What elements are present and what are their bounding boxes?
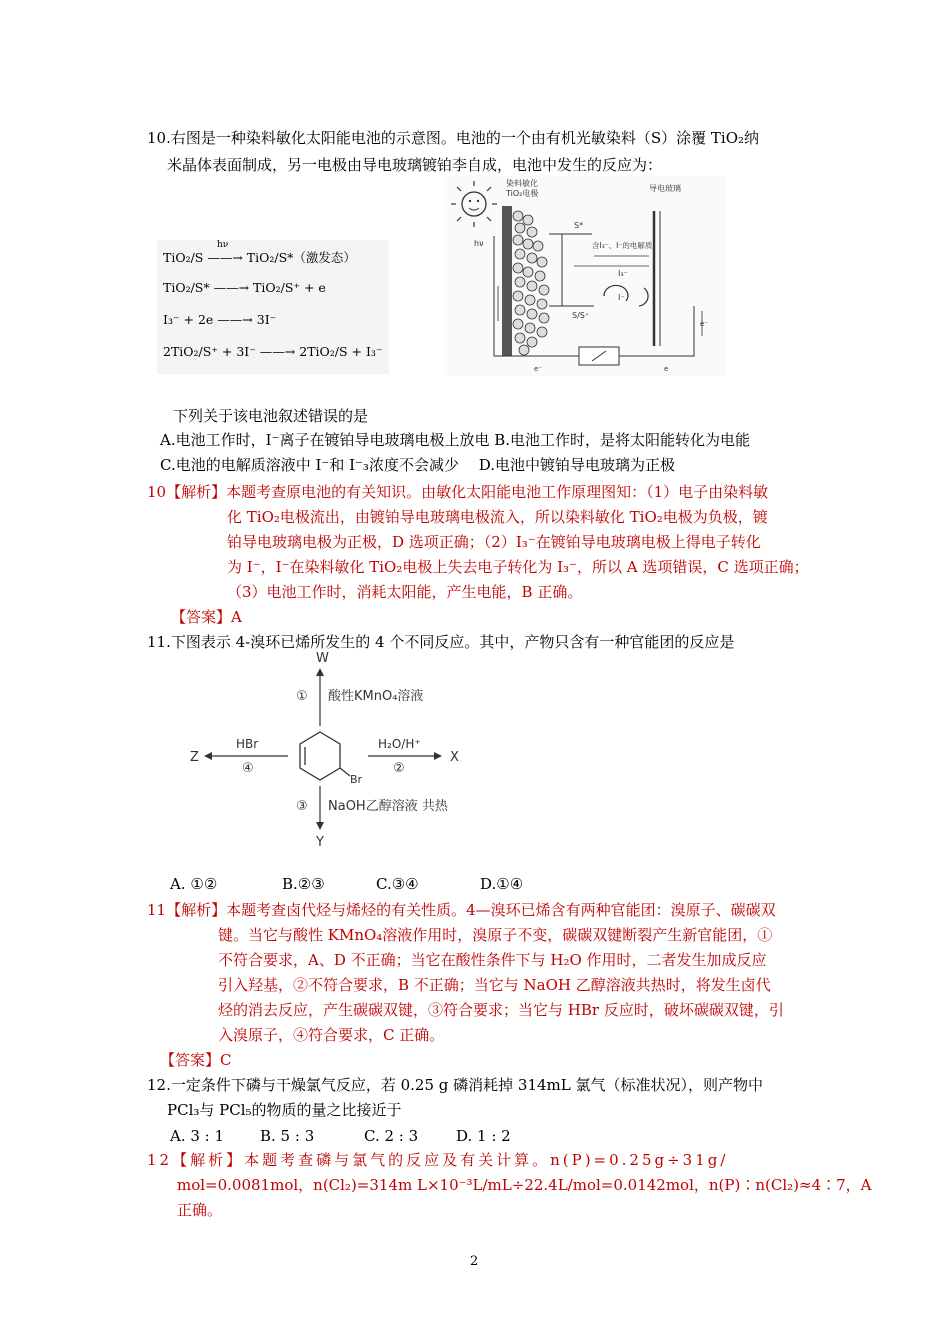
reaction-2: TiO₂/S* ——→ TiO₂/S⁺ + e <box>163 280 326 295</box>
e-right-label: e <box>664 365 669 373</box>
reaction-hv: hν <box>217 240 229 250</box>
reaction-1-number: ① <box>296 689 308 704</box>
reaction-3-reagent: NaOH乙醇溶液 共热 <box>328 799 448 814</box>
reaction-2-number: ② <box>393 761 405 776</box>
e-up-label: e⁻ <box>700 320 709 328</box>
q12-analysis-line3: 正确。 <box>177 1201 223 1219</box>
reaction-3: I₃⁻ + 2e ——→ 3I⁻ <box>163 312 277 327</box>
q11-option-c: C.③④ <box>376 875 419 893</box>
q10-question: 下列关于该电池叙述错误的是 <box>173 407 369 425</box>
reaction-4-number: ④ <box>242 761 254 776</box>
q11-analysis-line4: 引入羟基，②不符合要求，B 不正确；当它与 NaOH 乙醇溶液共热时，将发生卤代 <box>218 976 771 994</box>
q12-option-c: C. 2 : 3 <box>364 1127 419 1145</box>
q11-option-a: A. ①② <box>170 875 218 893</box>
reaction-1-reagent: 酸性KMnO₄溶液 <box>328 689 424 704</box>
q11-analysis-line3: 不符合要求，A、D 不正确；当它在酸性条件下与 H₂O 作用时，二者发生加成反应 <box>218 951 767 969</box>
s-plus-label: S/S⁺ <box>572 311 590 320</box>
bromo-label: Br <box>350 773 363 786</box>
i-label: I⁻ <box>618 293 625 302</box>
q10-analysis-line1: 10【解析】本题考查原电池的有关知识。由敏化太阳能电池工作原理图知：（1）电子由染料敏 <box>147 483 769 501</box>
q11-analysis-line6: 入溴原子，④符合要求，C 正确。 <box>218 1026 445 1044</box>
e-left-label: e⁻ <box>534 365 543 373</box>
reaction-3-number: ③ <box>296 799 308 814</box>
q10-analysis-line5: （3）电池工作时，消耗太阳能，产生电能，B 正确。 <box>227 583 583 601</box>
s-star-label: S* <box>574 221 584 230</box>
dye-electrode-plate <box>502 206 512 356</box>
q12-stem-line1: 12.一定条件下磷与干燥氯气反应，若 0.25 g 磷消耗掉 314mL 氯气（标准状况），则产物中 <box>147 1076 764 1094</box>
q11-answer: 【答案】C <box>160 1051 232 1069</box>
q12-option-b: B. 5 : 3 <box>260 1127 315 1145</box>
q10-options-line2: C.电池的电解质溶液中 I⁻和 I⁻₃浓度不会减少 D.电池中镀铂导电玻璃为正极 <box>160 456 675 474</box>
reaction-4-reagent: HBr <box>236 737 259 751</box>
q10-stem-line2: 米晶体表面制成，另一电极由导电玻璃镀铂李自成，电池中发生的反应为： <box>167 156 663 174</box>
q12-analysis-line1: 12【解析】本题考查磷与氯气的反应及有关计算。n(P)=0.25g÷31g/ <box>147 1151 729 1169</box>
reaction-2-reagent: H₂O/H⁺ <box>378 737 421 751</box>
reaction-1: TiO₂/S ——→ TiO₂/S*（激发态） <box>163 250 356 265</box>
q11-analysis-line2: 键。当它与酸性 KMnO₄溶液作用时，溴原子不变，碳碳双键断裂产生新官能团，① <box>218 926 773 944</box>
q11-analysis-line1: 11【解析】本题考查卤代烃与烯烃的有关性质。4—溴环已烯含有两种官能团：溴原子、碳碳双 <box>147 901 776 919</box>
glass-label: 导电玻璃 <box>649 184 681 193</box>
q10-stem-line1: 10.右图是一种染料敏化太阳能电池的示意图。电池的一个由有机光敏染料（S）涂覆 TiO₂纳 <box>147 129 760 147</box>
cyclohexene-ring <box>300 732 340 780</box>
sunlight-label: hν <box>474 239 484 248</box>
q12-option-a: A. 3 : 1 <box>170 1127 225 1145</box>
solar-cell-diagram <box>444 176 726 376</box>
electrolyte-label: 含I₃⁻、I⁻的电解质 <box>592 241 653 250</box>
product-z: Z <box>190 750 199 765</box>
product-y: Y <box>316 835 324 848</box>
q10-analysis-line4: 为 I⁻，I⁻在染料敏化 TiO₂电极上失去电子转化为 I₃⁻，所以 A 选项错误，C 选项正确； <box>227 558 809 576</box>
product-w: W <box>316 651 329 666</box>
q10-options-line1: A.电池工作时，I⁻离子在镀铂导电玻璃电极上放电 B.电池工作时，是将太阳能转化为电能 <box>160 431 751 449</box>
q10-reaction-list <box>157 240 389 374</box>
dye-label-1: 染料敏化 <box>506 179 538 188</box>
page-number: 2 <box>470 1254 479 1269</box>
dye-label-2: TiO₂电极 <box>506 189 539 198</box>
q10-analysis-line3: 铂导电玻璃电极为正极，D 选项正确；（2）I₃⁻在镀铂导电玻璃电极上得电子转化 <box>227 533 761 551</box>
q12-analysis-line2: mol=0.0081mol，n(Cl₂)=314m L×10⁻³L/mL÷22.4L/mol=0.0142mol，n(P)∶n(Cl₂)≈4∶7，A <box>177 1176 872 1194</box>
q11-stem: 11.下图表示 4-溴环已烯所发生的 4 个不同反应。其中，产物只含有一种官能团的反应是 <box>147 633 735 651</box>
q11-option-d: D.①④ <box>480 875 524 893</box>
q12-stem-line2: PCl₃与 PCl₅的物质的量之比接近于 <box>167 1101 402 1119</box>
q12-option-d: D. 1 : 2 <box>456 1127 511 1145</box>
i3-label: I₃⁻ <box>618 269 628 278</box>
q11-option-b: B.②③ <box>282 875 325 893</box>
q10-answer: 【答案】A <box>171 608 242 626</box>
product-x: X <box>450 750 459 765</box>
reaction-4: 2TiO₂/S⁺ + 3I⁻ ——→ 2TiO₂/S + I₃⁻ <box>163 344 383 359</box>
bromocyclohexene-scheme <box>188 648 478 848</box>
q11-analysis-line5: 烃的消去反应，产生碳碳双键，③符合要求；当它与 HBr 反应时，破坏碳碳双键，引 <box>218 1001 784 1019</box>
q10-analysis-line2: 化 TiO₂电极流出，由镀铂导电玻璃电极流入，所以染料敏化 TiO₂电极为负极，镀 <box>227 508 768 526</box>
